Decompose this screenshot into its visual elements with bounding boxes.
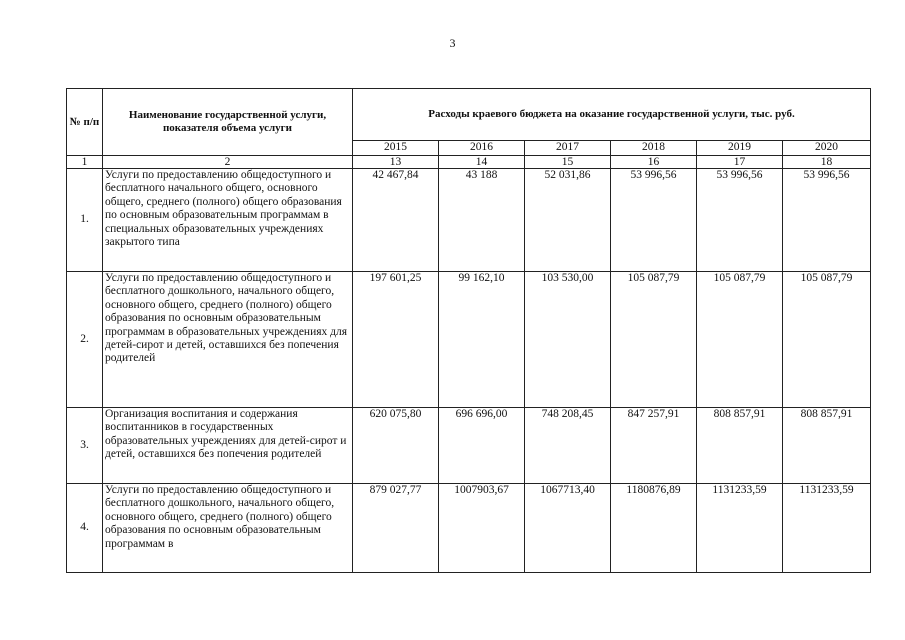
header-row: [67, 89, 871, 141]
column-index: 13: [353, 156, 439, 169]
budget-table: [66, 88, 871, 573]
service-name: Услуги по предоставлению общедоступного и бесплатного дошкольного, начального общего, основного общего, среднего (полного) общего образования по основным образовательным программам в: [103, 484, 353, 573]
value-cell: 1131233,59: [697, 484, 783, 573]
value-cell: 879 027,77: [353, 484, 439, 573]
table-row: [67, 408, 871, 484]
row-number: 4.: [67, 484, 103, 573]
table-row: [67, 169, 871, 272]
column-index: 18: [783, 156, 871, 169]
value-cell: 103 530,00: [525, 272, 611, 408]
table-row: [67, 272, 871, 408]
value-cell: 748 208,45: [525, 408, 611, 484]
column-index: 14: [439, 156, 525, 169]
column-index: 2: [103, 156, 353, 169]
header-expenses: Расходы краевого бюджета на оказание государственной услуги, тыс. руб.: [353, 89, 871, 141]
value-cell: 197 601,25: [353, 272, 439, 408]
table-row: [67, 484, 871, 573]
year-cell: 2017: [525, 141, 611, 156]
value-cell: 696 696,00: [439, 408, 525, 484]
value-cell: 1067713,40: [525, 484, 611, 573]
value-cell: 42 467,84: [353, 169, 439, 272]
column-index: 1: [67, 156, 103, 169]
row-number: 3.: [67, 408, 103, 484]
column-index: 15: [525, 156, 611, 169]
column-index-row: [67, 156, 871, 169]
service-name: Услуги по предоставлению общедоступного и бесплатного дошкольного, начального общего, основного общего, среднего (полного) общего образования по основным образовательным программам в образовательных учреждениях для детей-сирот и детей, оставшихся без попечения родителей: [103, 272, 353, 408]
year-cell: 2015: [353, 141, 439, 156]
value-cell: 1007903,67: [439, 484, 525, 573]
value-cell: 847 257,91: [611, 408, 697, 484]
year-cell: 2020: [783, 141, 871, 156]
value-cell: 105 087,79: [611, 272, 697, 408]
service-name: Услуги по предоставлению общедоступного и бесплатного начального общего, основного общего, среднего (полного) общего образования по основным образовательным программам в специальных образовательных учреждениях закрытого типа: [103, 169, 353, 272]
value-cell: 53 996,56: [697, 169, 783, 272]
value-cell: 1180876,89: [611, 484, 697, 573]
year-cell: 2019: [697, 141, 783, 156]
value-cell: 1131233,59: [783, 484, 871, 573]
value-cell: 105 087,79: [783, 272, 871, 408]
value-cell: 53 996,56: [783, 169, 871, 272]
service-name: Организация воспитания и содержания воспитанников в государственных образовательных учреждениях для детей-сирот и детей, оставшихся без попечения родителей: [103, 408, 353, 484]
year-cell: 2016: [439, 141, 525, 156]
page-number: 3: [449, 36, 456, 50]
column-index: 17: [697, 156, 783, 169]
header-num: № п/п: [67, 89, 103, 156]
value-cell: 53 996,56: [611, 169, 697, 272]
value-cell: 43 188: [439, 169, 525, 272]
value-cell: 52 031,86: [525, 169, 611, 272]
row-number: 2.: [67, 272, 103, 408]
column-index: 16: [611, 156, 697, 169]
value-cell: 620 075,80: [353, 408, 439, 484]
year-cell: 2018: [611, 141, 697, 156]
value-cell: 808 857,91: [783, 408, 871, 484]
value-cell: 99 162,10: [439, 272, 525, 408]
value-cell: 105 087,79: [697, 272, 783, 408]
row-number: 1.: [67, 169, 103, 272]
value-cell: 808 857,91: [697, 408, 783, 484]
header-service-name: Наименование государственной услуги, показателя объема услуги: [103, 89, 353, 156]
